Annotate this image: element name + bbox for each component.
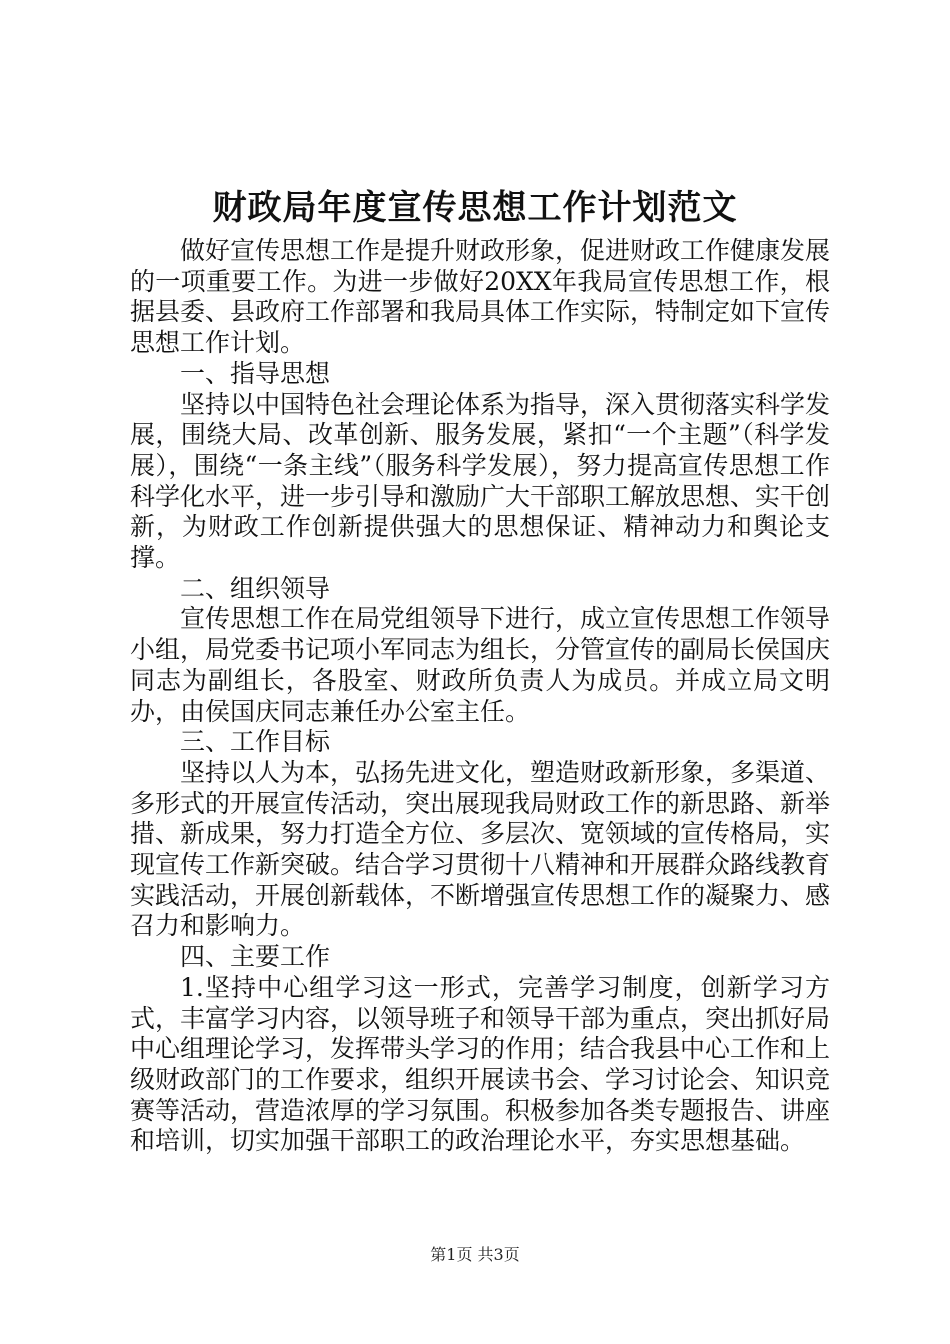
section-paragraph-guiding-ideology: 坚持以中国特色社会理论体系为指导，深入贯彻落实科学发展，围绕大局、改革创新、服务发展，紧扣“一个主题”（科学发展），围绕“一条主线”（服务科学发展），努力提高宣传思想工作科学化水平，进一步引导和激励广大干部职工解放思想、实干创新，为财政工作创新提供强大的思想保证、精神动力和舆论支撑。	[130, 389, 831, 573]
document-body	[130, 236, 830, 1157]
section-paragraph-organization-leadership: 宣传思想工作在局党组领导下进行，成立宣传思想工作领导小组，局党委书记项小军同志为组长，分管宣传的副局长侯国庆同志为副组长，各股室、财政所负责人为成员。并成立局文明办，由侯国庆同志兼任办公室主任。	[130, 604, 831, 726]
section-heading-main-work: 四、主要工作	[180, 942, 331, 972]
section-paragraph-main-work: 1.坚持中心组学习这一形式，完善学习制度，创新学习方式，丰富学习内容，以领导班子和领导干部为重点，突出抓好局中心组理论学习，发挥带头学习的作用；结合我县中心工作和上级财政部门的工作要求，组织开展读书会、学习讨论会、知识竞赛等活动，营造浓厚的学习氛围。积极参加各类专题报告、讲座和培训，切实加强干部职工的政治理论水平，夯实思想基础。	[130, 972, 831, 1156]
section-heading-guiding-ideology: 一、指导思想	[180, 358, 331, 388]
page-footer-page-number: 第1页 共3页	[430, 1245, 520, 1264]
section-heading-work-goals: 三、工作目标	[180, 727, 331, 757]
intro-paragraph: 做好宣传思想工作是提升财政形象，促进财政工作健康发展的一项重要工作。为进一步做好20XX年我局宣传思想工作，根据县委、县政府工作部署和我局具体工作实际，特制定如下宣传思想工作计划。	[130, 236, 831, 358]
section-paragraph-work-goals: 坚持以人为本，弘扬先进文化，塑造财政新形象，多渠道、多形式的开展宣传活动，突出展现我局财政工作的新思路、新举措、新成果，努力打造全方位、多层次、宽领域的宣传格局，实现宣传工作新突破。结合学习贯彻十八精神和开展群众路线教育实践活动，开展创新载体，不断增强宣传思想工作的凝聚力、感召力和影响力。	[130, 757, 831, 941]
page-title: 财政局年度宣传思想工作计划范文	[212, 188, 738, 228]
section-heading-organization-leadership: 二、组织领导	[180, 573, 331, 603]
